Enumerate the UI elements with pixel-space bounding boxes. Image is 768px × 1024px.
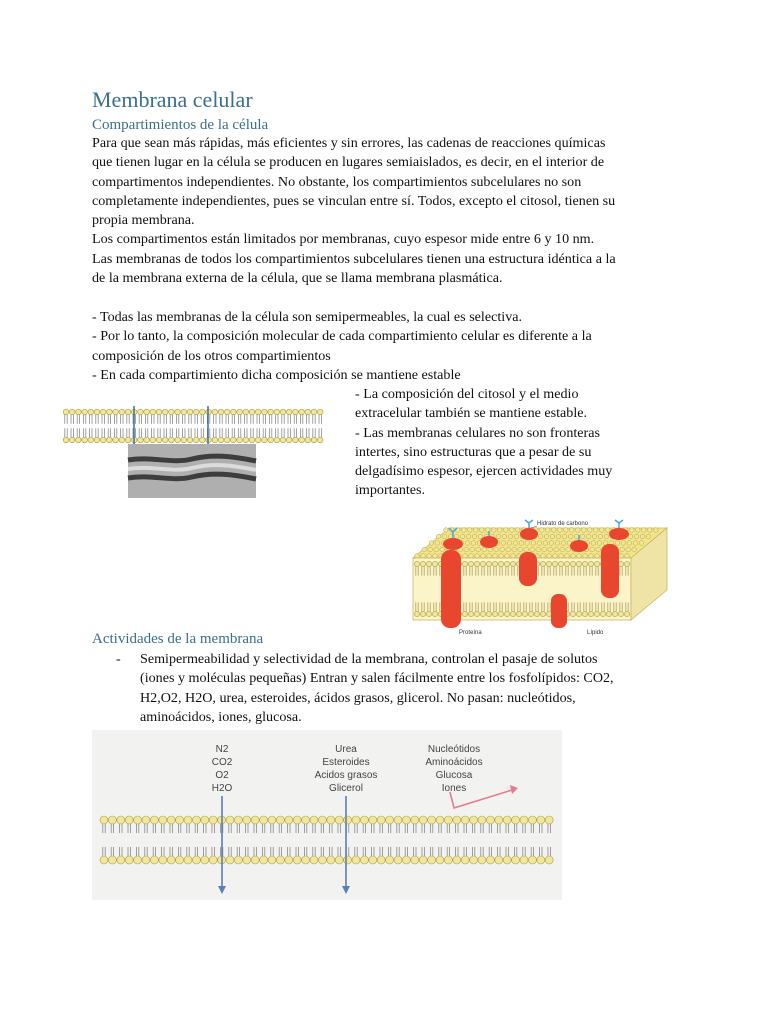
list-item: - La composición del citosol y el medio [355,386,579,402]
section-heading-activities: Actividades de la membrana [92,631,264,647]
molecule-label-fatty-acids: Acidos grasos [314,770,378,781]
list-item: (iones y moléculas pequeñas) Entran y salen fácilmente entre los fosfolípidos: CO2, [140,670,614,687]
paragraph-line: propia membrana. [92,212,195,229]
page-title: Membrana celular [92,87,253,112]
compartments-paragraph [92,134,616,288]
list-item: H2,O2, H2O, urea, esteroides, ácidos grasos, glicerol. No pasan: nucleótidos, [140,689,576,706]
paragraph-line: Las membranas de todos los compartimientos subcelulares tienen una estructura idéntica a la [92,250,616,267]
permeability-figure [92,730,562,900]
paragraph-line: completamente independientes, pues se vinculan entre sí. Todos, excepto el citosol, tienen su [92,192,616,209]
list-item: - Las membranas celulares no son fronteras [355,424,600,441]
peripheral-protein-icon [551,594,567,628]
list-item: intertes, sino estructuras que a pesar de su [355,443,592,460]
molecule-label-ions: Iones [441,783,467,794]
molecule-label-n2: N2 [215,744,229,755]
glycoprotein-icon [520,520,538,540]
membrane-properties-list [92,308,592,385]
paragraph-line: compartimentos independientes. No obstante, los compartimientos subcelulares no son [92,173,582,190]
list-item: - Todas las membranas de la célula son semipermeables, la cual es selectiva. [92,309,523,325]
transmembrane-protein-icon [441,550,461,628]
molecule-label-amino-acids: Aminoácidos [425,757,483,768]
list-item: - En cada compartimiento dicha composición se mantiene estable [92,366,461,383]
transmembrane-protein-icon [601,544,619,598]
list-item: composición de los otros compartimientos [92,347,331,364]
paragraph-line: que tienen lugar en la célula se producen en lugares semiaislados, es decir, en el interior de [92,154,605,171]
paragraph-line: Los compartimentos están limitados por membranas, cuyo espesor mide entre 6 y 10 nm. [92,231,595,248]
list-item: importantes. [355,482,426,499]
electron-micrograph [128,444,256,498]
protein-label: Proteína [459,630,482,636]
molecule-label-nucleotides: Nucleótidos [427,744,481,755]
molecule-label-glucose: Glucosa [435,770,473,781]
list-item: Semipermeabilidad y selectividad de la membrana, controlan el pasaje de solutos [140,651,598,667]
molecule-label-glycerol: Glicerol [329,783,363,794]
side-text [355,385,612,501]
peripheral-protein-icon [519,552,537,586]
lipid-label: Lípido [587,630,604,636]
list-item: extracelular también se mantiene estable. [355,405,588,422]
molecule-label-h2o: H2O [211,783,233,794]
glycoprotein-icon [609,520,629,540]
lipid-bilayer-strip [63,409,323,443]
list-item: delgadísimo espesor, ejercen actividades muy [355,463,613,480]
paragraph-line: de la membrana externa de la célula, que se llama membrana plasmática. [92,270,503,287]
paragraph-line: Para que sean más rápidas, más eficientes y sin errores, las cadenas de reacciones químicas [92,135,606,151]
activities-list-item [140,650,614,727]
carbohydrate-label: Hidrato de carbono [537,521,589,527]
molecule-label-urea: Urea [335,744,357,755]
list-item: aminoácidos, iones, glucosa. [140,708,302,725]
section-heading-compartments: Compartimientos de la célula [92,117,269,133]
membrane-3d-figure [405,514,673,640]
bullet-marker: - [116,651,121,667]
molecule-label-steroids: Esteroides [322,757,370,768]
molecule-label-o2: O2 [215,770,229,781]
figure-background [92,730,562,900]
list-item: - Por lo tanto, la composición molecular de cada compartimiento celular es diferente a la [92,328,592,345]
molecule-label-co2: CO2 [211,757,233,768]
bilayer-micrograph-figure [62,404,330,499]
